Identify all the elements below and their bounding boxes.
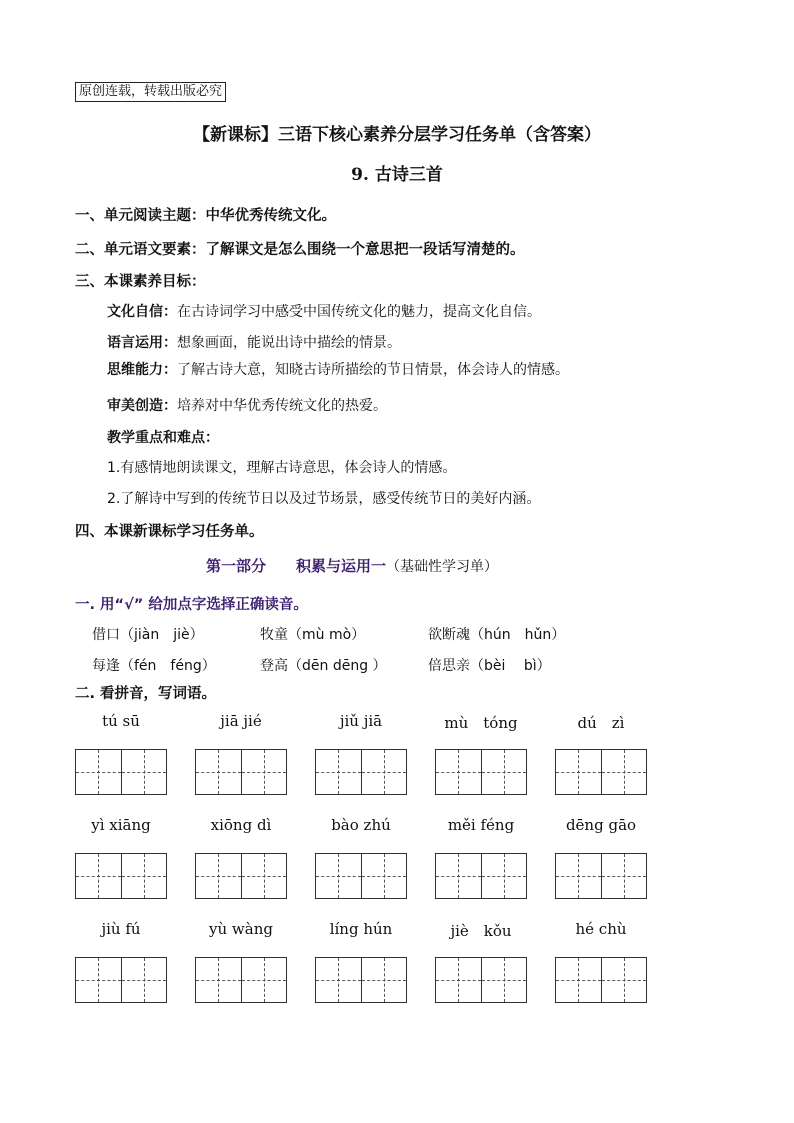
reading-choice-item: 倍思亲（bèi bì）: [428, 658, 551, 674]
goal-text: 想象画面，能说出诗中描绘的情景。: [177, 335, 401, 351]
part1-title: 第一部分 积累与运用一: [206, 557, 387, 575]
pinyin-label: jiù fú: [101, 920, 141, 938]
unit-theme-label: 一、单元阅读主题：: [75, 208, 206, 224]
writing-grid[interactable]: [555, 957, 647, 1003]
unit-element-label: 二、单元语文要素：: [75, 242, 206, 258]
goal-item: [107, 301, 541, 321]
key-points-heading: 教学重点和难点：: [107, 430, 219, 446]
copyright-notice: 原创连载，转载出版必究: [75, 82, 226, 102]
writing-grid[interactable]: [435, 957, 527, 1003]
reading-choice-item: 借口（jiàn jiè）: [92, 627, 204, 643]
writing-grid[interactable]: [555, 853, 647, 899]
goal-item: [107, 395, 387, 415]
pinyin-label: jiè kǒu: [450, 922, 512, 940]
unit-element-value: 了解课文是怎么围绕一个意思把一段话写清楚的。: [205, 242, 525, 258]
pinyin-label: bào zhú: [331, 816, 391, 834]
pinyin-label: yù wàng: [209, 920, 273, 938]
writing-grid[interactable]: [195, 957, 287, 1003]
reading-choice-item: 登高（dēn dēng ）: [260, 658, 387, 674]
key-point-item: 2.了解诗中写到的传统节日以及过节场景，感受传统节日的美好内涵。: [107, 491, 541, 507]
goal-label: 文化自信：: [107, 304, 177, 320]
part1-heading: [206, 555, 498, 576]
writing-grid[interactable]: [75, 749, 167, 795]
writing-grid[interactable]: [75, 853, 167, 899]
goal-label: 审美创造：: [107, 398, 177, 414]
writing-grid[interactable]: [315, 749, 407, 795]
key-point-item: 1.有感情地朗读课文，理解古诗意思，体会诗人的情感。: [107, 460, 457, 476]
reading-choice-item: 每逢（fén féng）: [92, 658, 216, 674]
unit-theme-value: 中华优秀传统文化。: [205, 208, 336, 224]
goal-label: 语言运用：: [107, 335, 177, 351]
writing-grid[interactable]: [435, 853, 527, 899]
goal-text: 在古诗词学习中感受中国传统文化的魅力，提高文化自信。: [177, 304, 541, 320]
pinyin-label: mù tóng: [444, 714, 518, 732]
goal-text: 培养对中华优秀传统文化的热爱。: [177, 398, 387, 414]
pinyin-label: xiōng dì: [210, 816, 272, 834]
pinyin-label: hé chù: [575, 920, 627, 938]
goal-item: [107, 359, 569, 379]
writing-grid[interactable]: [435, 749, 527, 795]
pinyin-label: měi féng: [447, 816, 515, 834]
literacy-goals-heading: 三、本课素养目标：: [75, 274, 206, 290]
writing-grid[interactable]: [315, 853, 407, 899]
writing-grid[interactable]: [315, 957, 407, 1003]
reading-choice-item: 欲断魂（hún hǔn）: [428, 627, 566, 643]
unit-theme: [75, 204, 336, 225]
task-list-heading: 四、本课新课标学习任务单。: [75, 524, 264, 540]
q1-title: 一. 用“√” 给加点字选择正确读音。: [75, 597, 308, 613]
unit-element: [75, 238, 525, 259]
writing-grid[interactable]: [75, 957, 167, 1003]
writing-grid[interactable]: [195, 853, 287, 899]
pinyin-label: dēng gāo: [565, 816, 637, 834]
goal-label: 思维能力：: [107, 362, 177, 378]
goal-text: 了解古诗大意，知晓古诗所描绘的节日情景，体会诗人的情感。: [177, 362, 569, 378]
pinyin-label: líng hún: [329, 920, 393, 938]
pinyin-label: dú zì: [577, 714, 625, 732]
part1-subtitle: （基础性学习单）: [386, 559, 499, 575]
pinyin-label: jiā jié: [220, 712, 262, 730]
pinyin-label: jiǔ jiā: [339, 712, 383, 730]
q2-title: 二. 看拼音，写词语。: [75, 686, 217, 702]
pinyin-label: yì xiāng: [91, 816, 151, 834]
lesson-title: 9. 古诗三首: [351, 165, 443, 185]
page-title: 【新课标】三语下核心素养分层学习任务单（含答案）: [193, 125, 601, 145]
pinyin-label: tú sū: [102, 712, 140, 730]
writing-grid[interactable]: [195, 749, 287, 795]
goal-item: [107, 332, 401, 352]
writing-grid[interactable]: [555, 749, 647, 795]
reading-choice-item: 牧童（mù mò）: [260, 627, 366, 643]
